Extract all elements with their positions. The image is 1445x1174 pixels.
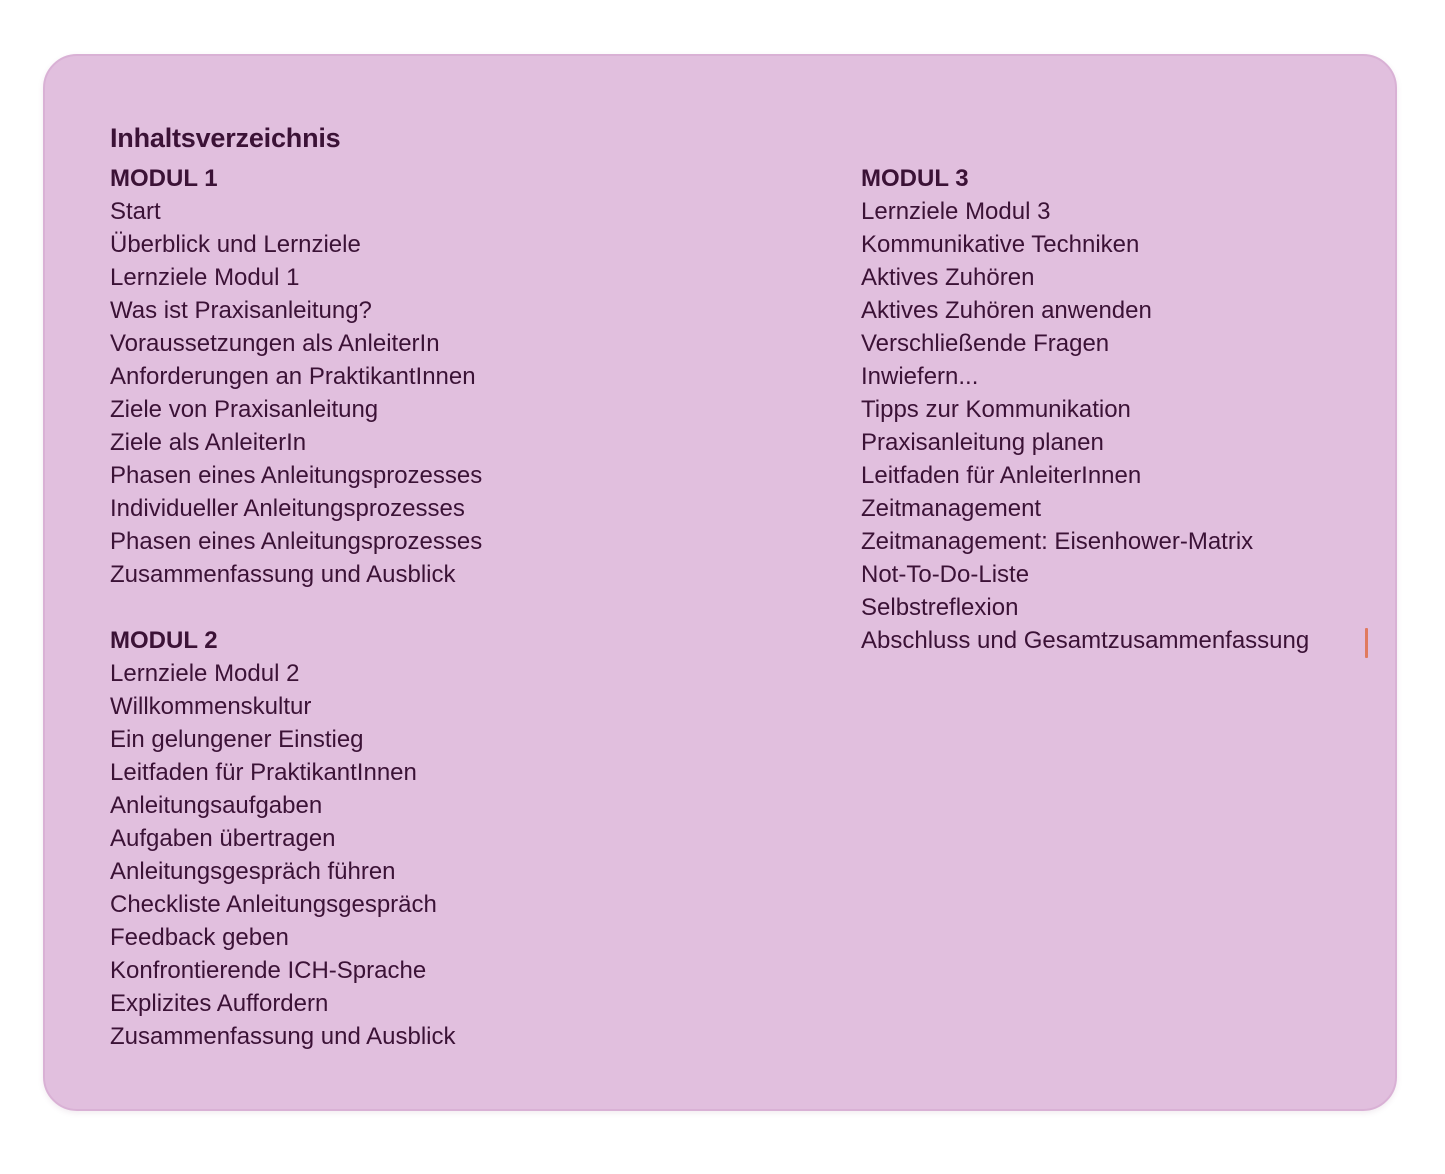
toc-link[interactable]: Phasen eines Anleitungsprozesses: [110, 462, 483, 489]
toc-link[interactable]: Voraussetzungen als AnleiterIn: [110, 330, 440, 357]
toc-link[interactable]: Feedback geben: [110, 924, 289, 951]
toc-title: Inhaltsverzeichnis: [110, 123, 341, 153]
module-3-section: [861, 162, 1309, 657]
module-2-list: [110, 657, 482, 1053]
toc-link[interactable]: Willkommenskultur: [110, 693, 312, 720]
toc-link[interactable]: Tipps zur Kommunikation: [861, 396, 1131, 423]
module-3-list: [861, 195, 1309, 657]
toc-link[interactable]: Aufgaben übertragen: [110, 825, 336, 852]
toc-link[interactable]: Inwiefern...: [861, 363, 979, 390]
toc-link[interactable]: Aktives Zuhören anwenden: [861, 297, 1152, 324]
text-cursor-marker: [1365, 628, 1368, 658]
module-1-list: [110, 195, 482, 591]
toc-link[interactable]: Ein gelungener Einstieg: [110, 726, 364, 753]
toc-link[interactable]: Ziele von Praxisanleitung: [110, 396, 379, 423]
module-2-section: [110, 624, 482, 1053]
toc-link[interactable]: Not-To-Do-Liste: [861, 561, 1030, 588]
toc-link[interactable]: Individueller Anleitungsprozesses: [110, 495, 465, 522]
toc-column-left: [110, 162, 482, 1053]
toc-link[interactable]: Kommunikative Techniken: [861, 231, 1140, 258]
toc-card: [43, 54, 1397, 1111]
toc-link[interactable]: Leitfaden für PraktikantInnen: [110, 759, 417, 786]
toc-link[interactable]: Praxisanleitung planen: [861, 429, 1104, 456]
toc-link[interactable]: Leitfaden für AnleiterInnen: [861, 462, 1142, 489]
toc-link[interactable]: Explizites Auffordern: [110, 990, 329, 1017]
toc-link[interactable]: Zeitmanagement: [861, 495, 1042, 522]
toc-link[interactable]: Konfrontierende ICH-Sprache: [110, 957, 427, 984]
toc-link[interactable]: Phasen eines Anleitungsprozesses: [110, 528, 483, 555]
module-1-heading: MODUL 1: [110, 165, 218, 192]
module-3-heading: MODUL 3: [861, 165, 969, 192]
toc-link[interactable]: Verschließende Fragen: [861, 330, 1110, 357]
toc-link[interactable]: Start: [110, 198, 161, 225]
toc-link[interactable]: Überblick und Lernziele: [110, 231, 361, 258]
toc-link[interactable]: Checkliste Anleitungsgespräch: [110, 891, 437, 918]
toc-link[interactable]: Lernziele Modul 3: [861, 198, 1051, 225]
toc-link[interactable]: Zusammenfassung und Ausblick: [110, 561, 456, 588]
toc-link[interactable]: Was ist Praxisanleitung?: [110, 297, 372, 324]
toc-link[interactable]: Abschluss und Gesamtzusammenfassung: [861, 627, 1310, 654]
toc-link[interactable]: Zusammenfassung und Ausblick: [110, 1023, 456, 1050]
toc-link[interactable]: Lernziele Modul 2: [110, 660, 300, 687]
toc-column-right: [861, 162, 1309, 657]
toc-link[interactable]: Aktives Zuhören: [861, 264, 1035, 291]
toc-link[interactable]: Ziele als AnleiterIn: [110, 429, 307, 456]
toc-link[interactable]: Zeitmanagement: Eisenhower-Matrix: [861, 528, 1254, 555]
module-1-section: [110, 162, 482, 591]
toc-link[interactable]: Anleitungsgespräch führen: [110, 858, 396, 885]
toc-link[interactable]: Anforderungen an PraktikantInnen: [110, 363, 476, 390]
toc-link[interactable]: Selbstreflexion: [861, 594, 1019, 621]
module-2-heading: MODUL 2: [110, 627, 218, 654]
toc-link[interactable]: Lernziele Modul 1: [110, 264, 300, 291]
toc-link[interactable]: Anleitungsaufgaben: [110, 792, 323, 819]
